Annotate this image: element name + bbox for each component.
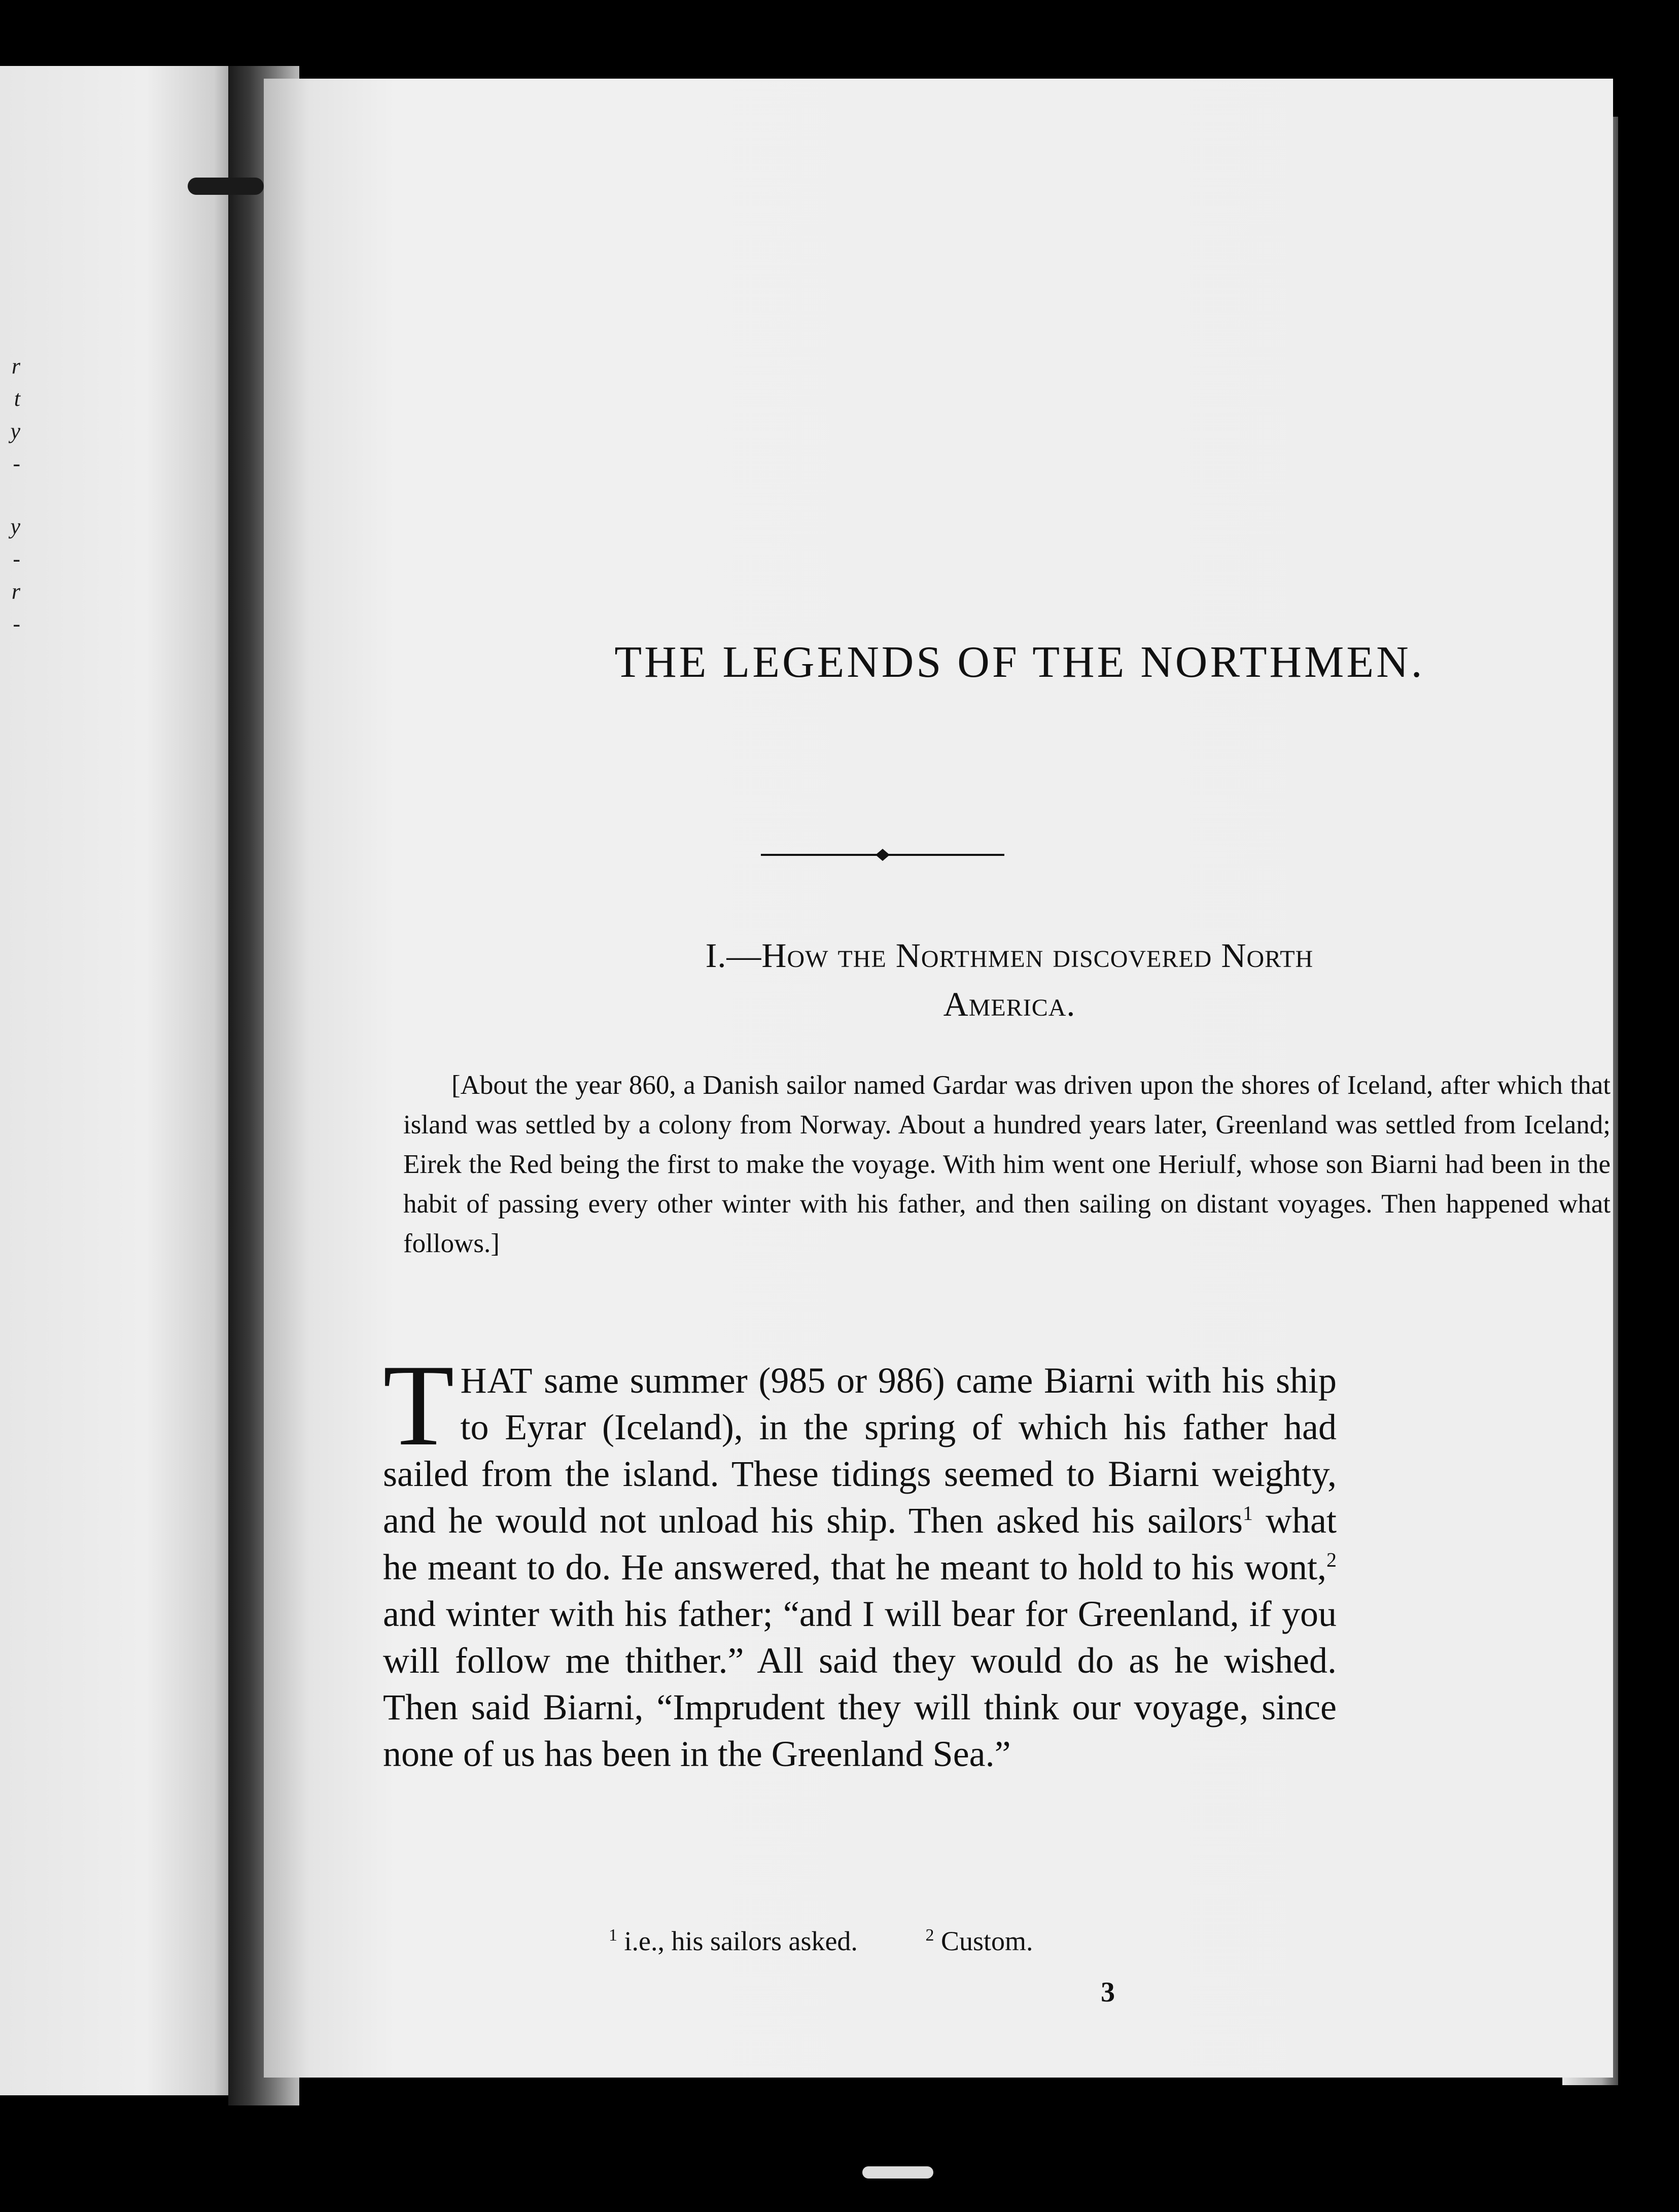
- book-title: THE LEGENDS OF THE NORTHMEN.: [614, 638, 1425, 687]
- footnote-2-marker: 2: [925, 1926, 934, 1945]
- lead-word: HAT: [460, 1360, 533, 1401]
- footnote-marker-2: 2: [1326, 1548, 1337, 1571]
- chapter-title: [426, 931, 1593, 1028]
- introductory-note: [About the year 860, a Danish sailor named Gardar was driven upon the shores of Iceland, after which that island was settled by a colony from Norway. About a hundred years later, Greenland was settled from Iceland; Eirek the Red being the first to make the voyage. With him went one Heriulf, whose son Biarni had been in the habit of passing every other winter with his father, and then sailing on distant voyages. Then happened what follows.]: [403, 1070, 1611, 1258]
- margin-fragment: -: [13, 611, 20, 636]
- previous-page-margin-text: [0, 350, 20, 640]
- ornament-divider: [761, 847, 1004, 862]
- margin-fragment: y: [10, 419, 20, 443]
- margin-fragment: r: [11, 579, 20, 604]
- margin-gap: [0, 480, 20, 510]
- footnote-1-text: i.e., his sailors asked.: [617, 1926, 858, 1956]
- margin-fragment: -: [13, 546, 20, 571]
- book-page: [264, 79, 1613, 2078]
- footnote-marker-1: 1: [1242, 1502, 1253, 1525]
- body-text-part-3: and winter with his father; “and I will bear for Greenland, if you will follow me thither.” All said they would do as he wished. Then said Biarni, “Imprudent they will think our voyage, since none of us has been in the Greenland Sea.”: [383, 1594, 1337, 1774]
- ink-blot: [188, 178, 264, 195]
- page-number: 3: [1101, 1977, 1115, 2008]
- footnote-2-text: Custom.: [934, 1926, 1033, 1956]
- margin-fragment: y: [10, 514, 20, 539]
- footnote-2: [925, 1926, 1033, 1956]
- chapter-title-line-1: I.—How the Northmen discovered North: [705, 936, 1314, 975]
- footnote-1: [609, 1926, 858, 1956]
- chapter-body-paragraph: [383, 1340, 1337, 1777]
- margin-fragment: r: [11, 354, 20, 378]
- margin-fragment: -: [13, 451, 20, 476]
- body-text-part-1: same summer (985 or 986) came Biarni with his ship to Eyrar (Iceland), in the spring of which his father had sailed from the island. These tidings seemed to Biarni weighty, and he would not unload his ship. Then asked his sailors: [383, 1360, 1337, 1541]
- chapter-title-line-2: America.: [943, 985, 1076, 1023]
- drop-cap: T: [383, 1340, 454, 1470]
- footnote-1-marker: 1: [609, 1926, 617, 1945]
- margin-fragment: t: [14, 386, 20, 411]
- footnotes: [609, 1925, 1420, 1957]
- scan-artifact: [862, 2166, 933, 2179]
- body-text-part-2: what he meant to do. He answered, that he meant to hold to his wont,: [383, 1500, 1337, 1587]
- previous-page: [0, 66, 243, 2095]
